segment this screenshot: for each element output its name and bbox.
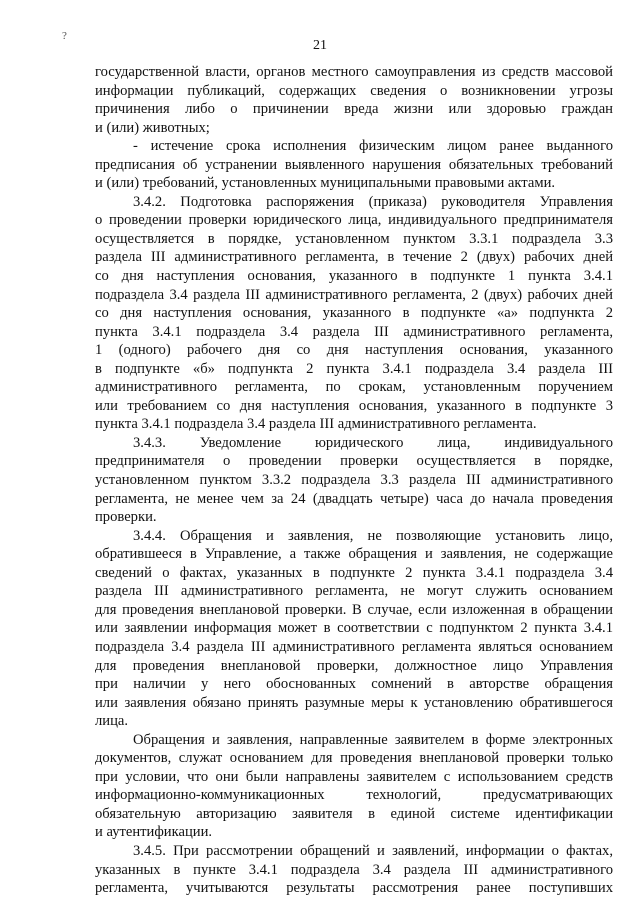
text-line: о проведении проверки юридического лица, индивидуального предпринимателя	[95, 212, 613, 229]
text-line: или заявления обязано принять разумные меры к установлению обратившегося	[95, 694, 613, 711]
text-line: 3.4.3. Уведомление юридического лица, индивидуального	[133, 434, 613, 451]
text-line: подраздела 3.4 раздела III административного регламента, 2 (двух) рабочих дней	[95, 286, 613, 303]
text-line: обратившееся в Управление, а также обращения и заявления, не содержащие	[95, 546, 613, 563]
text-line: осуществляется в порядке, установленном пунктом 3.3.1 подраздела 3.3	[95, 230, 613, 247]
text-line: документов, служат основанием для проведения внеплановой проверки только	[95, 750, 613, 767]
text-line: 3.4.2. Подготовка распоряжения (приказа) руководителя Управления	[133, 193, 613, 210]
text-line: для проведения внеплановой проверки, должностное лицо Управления	[95, 657, 613, 674]
text-line: установленном пунктом 3.3.2 подраздела 3.3 раздела III административного	[95, 472, 613, 489]
text-line: проверки.	[95, 509, 157, 526]
text-line: и (или) требований, установленных муниципальными правовыми актами.	[95, 175, 556, 192]
text-line: сведений о фактах, указанных в подпункте 2 пункта 3.4.1 подраздела 3.4	[95, 564, 613, 581]
text-line: для проведения внеплановой проверки. В случае, если изложенная в обращении	[95, 601, 613, 618]
text-line: 1 (одного) рабочего дня со дня наступления основания, указанного	[95, 342, 613, 359]
text-line: подраздела 3.4 раздела III административного регламента являться основанием	[95, 638, 613, 655]
body-text	[95, 63, 613, 898]
page-number: 21	[313, 38, 327, 53]
text-line: 3.4.4. Обращения и заявления, не позволяющие установить лицо,	[133, 527, 613, 544]
text-line: Обращения и заявления, направленные заявителем в форме электронных	[133, 731, 613, 748]
text-line: обязательную авторизацию заявителя в единой системе идентификации	[95, 805, 613, 822]
text-line: или требованием со дня наступления основания, указанного в подпункте 3	[95, 397, 613, 414]
text-line: лица.	[95, 713, 129, 730]
text-line: и аутентификации.	[95, 824, 213, 841]
text-line: раздела III административного регламента, в течение 2 (двух) рабочих дней	[95, 249, 613, 266]
text-line: предписания об устранении выявленного нарушения обязательных требований	[95, 156, 613, 173]
text-line: информационно-коммуникационных технологий, предусматривающих	[95, 787, 613, 804]
text-line: или заявлении информация может в соответствии с подпунктом 2 пункта 3.4.1	[95, 620, 613, 637]
text-line: - истечение срока исполнения физическим лицом ранее выданного	[133, 138, 613, 155]
margin-mark: ?	[62, 30, 67, 42]
text-line: в подпункте «б» подпункта 2 пункта 3.4.1 подраздела 3.4 раздела III	[95, 360, 613, 377]
text-line: со дня наступления основания, указанного в подпункте «а» подпункта 2	[95, 305, 613, 322]
text-line: 3.4.5. При рассмотрении обращений и заявлений, информации о фактах,	[133, 842, 613, 859]
text-line: пункта 3.4.1 подраздела 3.4 раздела III административного регламента,	[95, 323, 613, 340]
text-line: регламента, учитываются результаты рассмотрения ранее поступивших	[95, 880, 613, 897]
text-line: при наличии у него обоснованных сомнений в авторстве обращения	[95, 676, 613, 693]
text-line: указанных в пункте 3.4.1 подраздела 3.4 раздела III административного	[95, 861, 613, 878]
text-line: информации публикаций, содержащих сведения о возникновении угрозы	[95, 82, 613, 99]
text-line: раздела III административного регламента, не могут служить основанием	[95, 583, 613, 600]
text-line: со дня наступления основания, указанного в подпункте 1 пункта 3.4.1	[95, 268, 613, 285]
text-line: причинения либо о причинении вреда жизни или здоровью граждан	[95, 101, 613, 118]
text-line: государственной власти, органов местного самоуправления из средств массовой	[95, 64, 613, 80]
text-line: при условии, что они были направлены заявителем с использованием средств	[95, 768, 613, 785]
text-line: регламента, не менее чем за 24 (двадцать четыре) часа до начала проведения	[95, 490, 613, 507]
text-line: предпринимателя о проведении проверки осуществляется в порядке,	[95, 453, 613, 470]
text-line: административного регламента, по срокам, установленным поручением	[95, 379, 613, 396]
text-line: и (или) животных;	[95, 119, 210, 136]
text-line: пункта 3.4.1 подраздела 3.4 раздела III административного регламента.	[95, 416, 537, 433]
